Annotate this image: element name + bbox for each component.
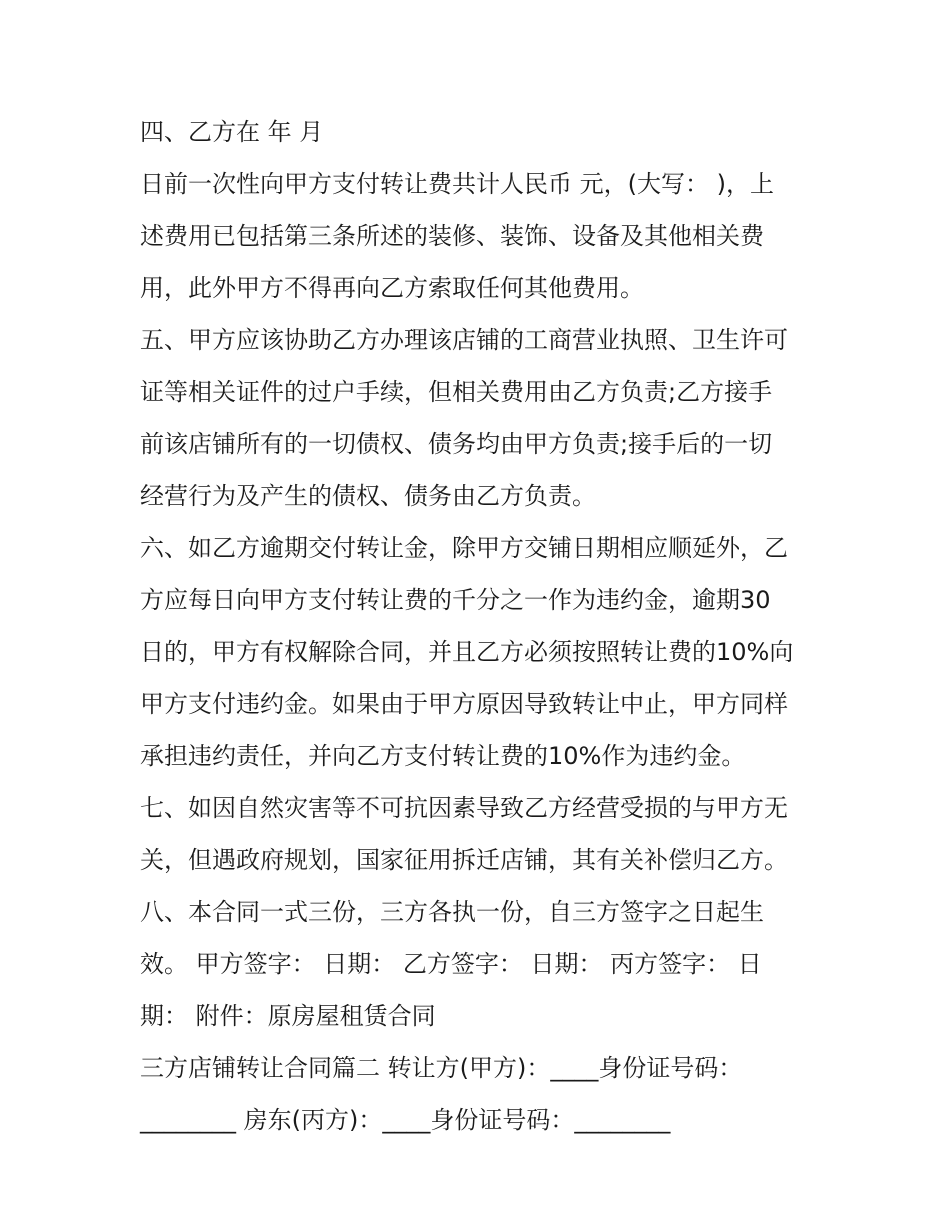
text-line-3: 述费用已包括第三条所述的装修、装饰、设备及其他相关费	[140, 222, 764, 250]
text-line-5: 五、甲方应该协助乙方办理该店铺的工商营业执照、卫生许可	[140, 326, 788, 354]
text-line-9: 六、如乙方逾期交付转让金，除甲方交铺日期相应顺延外，乙	[140, 534, 788, 562]
text-line-6: 证等相关证件的过户手续，但相关费用由乙方负责;乙方接手	[140, 378, 773, 406]
document-body	[140, 106, 820, 1146]
text-line-1: 四、乙方在 年 月	[140, 118, 324, 146]
text-line-15: 关，但遇政府规划，国家征用拆迁店铺，其有关补偿归乙方。	[140, 846, 788, 874]
text-line-2: 日前一次性向甲方支付转让费共计人民币 元，(大写： )，上	[140, 170, 774, 198]
text-line-8: 经营行为及产生的债权、债务由乙方负责。	[140, 482, 596, 510]
text-line-4: 用，此外甲方不得再向乙方索取任何其他费用。	[140, 274, 644, 302]
text-line-7: 前该店铺所有的一切债权、债务均由甲方负责;接手后的一切	[140, 430, 773, 458]
text-line-17: 效。 甲方签字： 日期： 乙方签字： 日期： 丙方签字： 日	[140, 950, 762, 978]
text-line-18: 期： 附件：原房屋租赁合同	[140, 1002, 436, 1030]
text-line-19: 三方店铺转让合同篇二 转让方(甲方)：____身份证号码：	[140, 1054, 743, 1082]
text-line-10: 方应每日向甲方支付转让费的千分之一作为违约金，逾期30	[140, 586, 771, 614]
text-line-20: ________ 房东(丙方)：____身份证号码：________	[140, 1106, 671, 1134]
text-line-14: 七、如因自然灾害等不可抗因素导致乙方经营受损的与甲方无	[140, 794, 788, 822]
text-line-11: 日的，甲方有权解除合同，并且乙方必须按照转让费的10%向	[140, 638, 794, 666]
text-line-13: 承担违约责任，并向乙方支付转让费的10%作为违约金。	[140, 742, 746, 770]
text-line-12: 甲方支付违约金。如果由于甲方原因导致转让中止，甲方同样	[140, 690, 788, 718]
text-line-16: 八、本合同一式三份，三方各执一份，自三方签字之日起生	[140, 898, 764, 926]
